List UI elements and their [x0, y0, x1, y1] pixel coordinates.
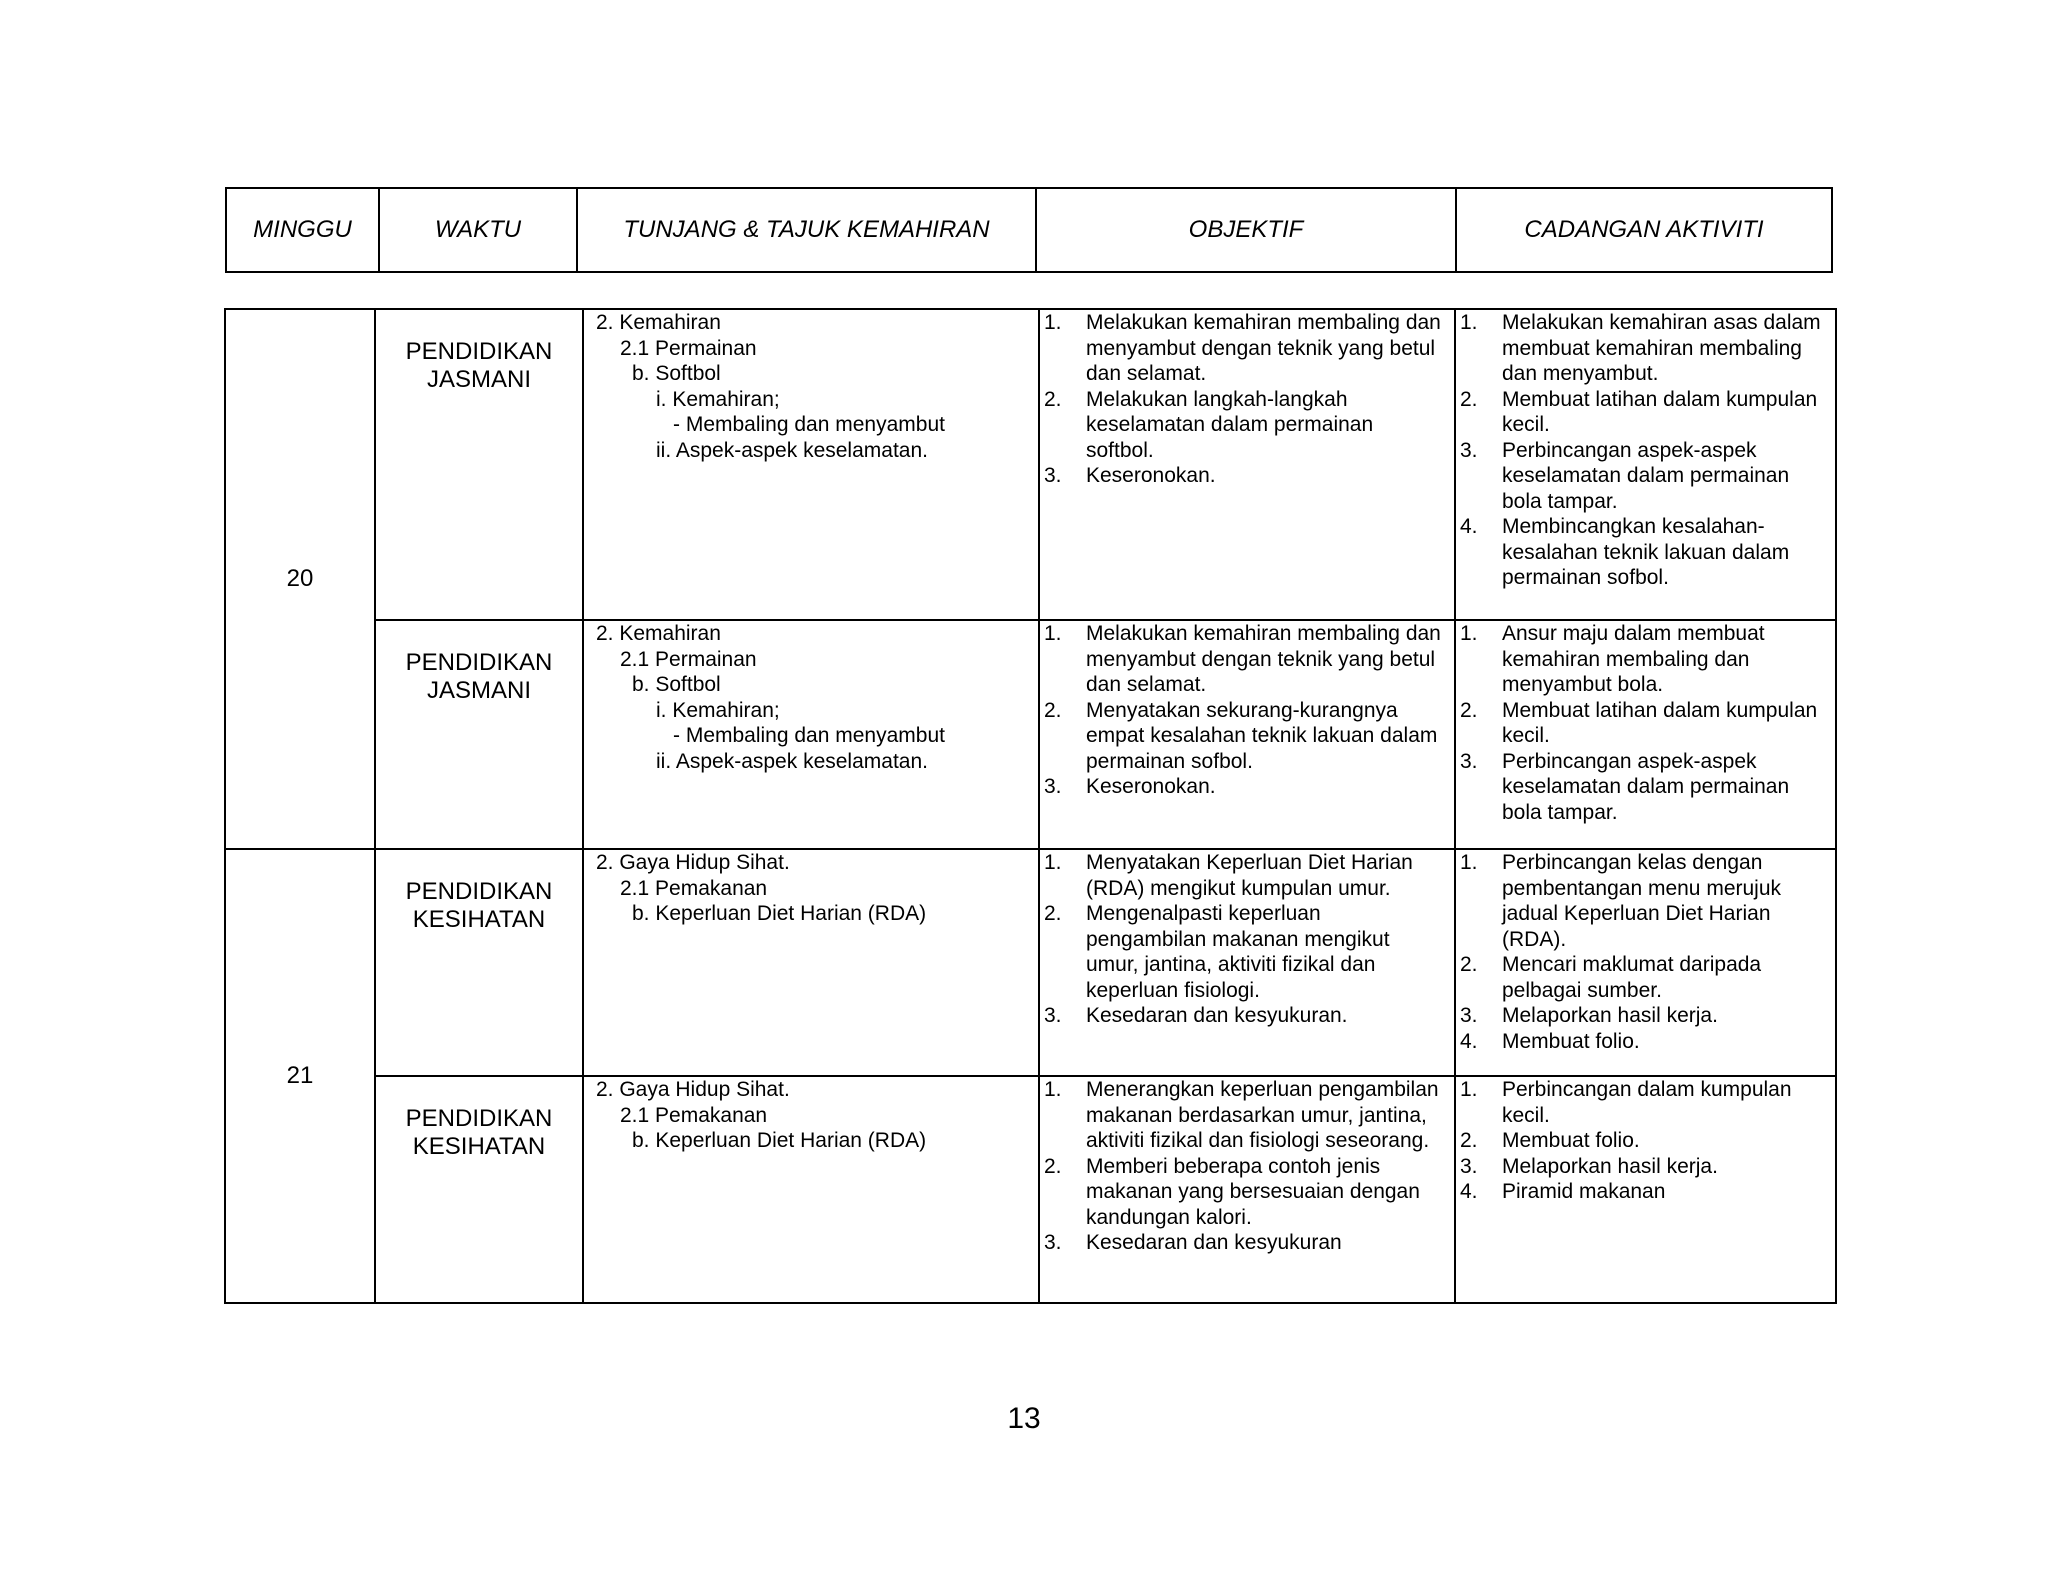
item-text: Keseronokan. — [1086, 464, 1216, 487]
tunjang-cell — [583, 849, 1039, 1076]
item-number: 3. — [1460, 1004, 1478, 1027]
tunjang-line: 2.1 Pemakanan — [620, 876, 768, 900]
item-number: 2. — [1044, 1154, 1062, 1178]
header-waktu: WAKTU — [380, 189, 578, 271]
list-item — [1460, 310, 1827, 387]
header-cadangan: CADANGAN AKTIVITI — [1524, 216, 1764, 243]
list-item — [1460, 1077, 1827, 1128]
tunjang-line: ii. Aspek-aspek keselamatan. — [656, 749, 928, 773]
tunjang-line: 2.1 Pemakanan — [620, 1103, 768, 1127]
item-number: 4. — [1460, 1180, 1478, 1203]
tunjang-line: i. Kemahiran; — [656, 698, 780, 722]
item-number: 3. — [1460, 438, 1478, 462]
list-item — [1044, 1154, 1446, 1231]
item-text: Perbincangan dalam kumpulan kecil. — [1502, 1078, 1792, 1127]
item-number: 3. — [1460, 1154, 1478, 1178]
item-number: 1. — [1044, 851, 1062, 874]
header-tunjang: TUNJANG & TAJUK KEMAHIRAN — [578, 189, 1037, 271]
item-text: Membuat folio. — [1502, 1029, 1640, 1053]
tunjang-line: b. Softbol — [632, 673, 721, 696]
tunjang-cell — [583, 1076, 1039, 1303]
list-item — [1044, 310, 1446, 387]
tunjang-line: b. Softbol — [632, 362, 721, 385]
header-minggu: MINGGU — [227, 189, 380, 271]
waktu-cell — [375, 849, 583, 1076]
item-number: 3. — [1460, 749, 1478, 773]
item-text: Perbincangan aspek-aspek keselamatan dalam permainan bola tampar. — [1502, 749, 1790, 824]
item-number: 1. — [1460, 1078, 1478, 1101]
waktu-cell — [375, 620, 583, 849]
item-number: 2. — [1460, 387, 1478, 411]
waktu-line: PENDIDIKAN — [405, 338, 553, 365]
item-number: 2. — [1460, 1129, 1478, 1152]
tunjang-cell — [583, 620, 1039, 849]
item-text: Membincangkan kesalahan-kesalahan teknik lakuan dalam permainan sofbol. — [1502, 515, 1790, 589]
header-objektif: OBJEKTIF — [1037, 189, 1457, 271]
cadangan-cell — [1455, 1076, 1836, 1303]
item-text: Memberi beberapa contoh jenis makanan yang bersesuaian dengan kandungan kalori. — [1086, 1154, 1420, 1229]
list-item — [1044, 774, 1446, 800]
item-text: Melakukan kemahiran asas dalam membuat kemahiran membaling dan menyambut. — [1502, 311, 1821, 385]
item-text: Mencari maklumat daripada pelbagai sumber. — [1502, 953, 1762, 1002]
tunjang-cell — [583, 309, 1039, 620]
list-item — [1460, 952, 1827, 1003]
waktu-line: JASMANI — [426, 366, 531, 393]
list-item — [1460, 749, 1827, 826]
tunjang-line: - Membaling dan menyambut — [673, 413, 945, 436]
list-item — [1460, 1003, 1827, 1029]
waktu-line: JASMANI — [426, 677, 531, 704]
header-table — [225, 187, 1833, 273]
item-text: Piramid makanan — [1502, 1180, 1666, 1203]
item-text: Menerangkan keperluan pengambilan makanan berdasarkan umur, jantina, aktiviti fizikal dan fisiologi seseorang. — [1086, 1078, 1439, 1152]
item-text: Membuat latihan dalam kumpulan kecil. — [1502, 387, 1818, 436]
item-number: 1. — [1460, 622, 1478, 645]
list-item — [1460, 1029, 1827, 1055]
item-number: 1. — [1044, 1078, 1062, 1101]
tunjang-line: - Membaling dan menyambut — [673, 724, 945, 747]
item-text: Membuat folio. — [1502, 1129, 1640, 1152]
waktu-cell — [375, 309, 583, 620]
tunjang-line: 2.1 Permainan — [620, 336, 757, 360]
item-text: Perbincangan kelas dengan pembentangan menu merujuk jadual Keperluan Diet Harian (RDA). — [1502, 851, 1782, 951]
item-number: 2. — [1044, 698, 1062, 722]
list-item — [1460, 1128, 1827, 1154]
list-item — [1460, 1179, 1827, 1205]
item-text: Melakukan langkah-langkah keselamatan dalam permainan softbol. — [1086, 387, 1374, 462]
list-item — [1460, 698, 1827, 749]
list-item — [1044, 463, 1446, 489]
list-item — [1460, 621, 1827, 698]
item-text: Keseronokan. — [1086, 775, 1216, 798]
item-number: 1. — [1044, 622, 1062, 645]
item-text: Menyatakan Keperluan Diet Harian (RDA) mengikut kumpulan umur. — [1086, 851, 1413, 900]
tunjang-line: ii. Aspek-aspek keselamatan. — [656, 438, 928, 462]
list-item — [1044, 850, 1446, 901]
list-item — [1460, 387, 1827, 438]
item-text: Melakukan kemahiran membaling dan menyambut dengan teknik yang betul dan selamat. — [1086, 622, 1441, 696]
item-number: 3. — [1044, 1004, 1062, 1027]
list-item — [1044, 1230, 1446, 1256]
table-row — [225, 1076, 1836, 1303]
table-row — [225, 620, 1836, 849]
item-text: Perbincangan aspek-aspek keselamatan dalam permainan bola tampar. — [1502, 438, 1790, 513]
objektif-cell — [1039, 849, 1455, 1076]
page-number: 13 — [1007, 1402, 1041, 1435]
cadangan-cell — [1455, 620, 1836, 849]
item-text: Melaporkan hasil kerja. — [1502, 1004, 1718, 1027]
list-item — [1044, 621, 1446, 698]
item-number: 1. — [1044, 311, 1062, 334]
item-text: Kesedaran dan kesyukuran — [1086, 1231, 1342, 1254]
item-number: 2. — [1460, 953, 1478, 976]
tunjang-line: i. Kemahiran; — [656, 387, 780, 411]
tunjang-line: b. Keperluan Diet Harian (RDA) — [632, 902, 927, 925]
cadangan-cell — [1455, 849, 1836, 1076]
tunjang-line: 2. Gaya Hidup Sihat. — [596, 1078, 790, 1101]
objektif-cell — [1039, 1076, 1455, 1303]
waktu-cell — [375, 1076, 583, 1303]
waktu-line: PENDIDIKAN — [405, 878, 553, 905]
objektif-cell — [1039, 620, 1455, 849]
item-text: Melakukan kemahiran membaling dan menyambut dengan teknik yang betul dan selamat. — [1086, 311, 1441, 385]
tunjang-line: b. Keperluan Diet Harian (RDA) — [632, 1129, 927, 1152]
item-text: Menyatakan sekurang-kurangnya empat kesalahan teknik lakuan dalam permainan sofbol. — [1086, 698, 1438, 773]
item-number: 3. — [1044, 464, 1062, 487]
list-item — [1460, 850, 1827, 952]
list-item — [1044, 901, 1446, 1003]
schedule-table — [224, 308, 1837, 1304]
item-number: 4. — [1460, 1029, 1478, 1053]
cadangan-cell — [1455, 309, 1836, 620]
list-item — [1460, 438, 1827, 515]
table-row — [225, 849, 1836, 1076]
item-number: 2. — [1460, 698, 1478, 722]
item-text: Melaporkan hasil kerja. — [1502, 1154, 1718, 1178]
objektif-cell — [1039, 309, 1455, 620]
tunjang-line: 2.1 Permainan — [620, 647, 757, 671]
waktu-line: PENDIDIKAN — [405, 649, 553, 676]
item-number: 2. — [1044, 902, 1062, 925]
waktu-line: PENDIDIKAN — [405, 1105, 553, 1132]
list-item — [1044, 1003, 1446, 1029]
list-item — [1044, 387, 1446, 464]
item-number: 1. — [1460, 311, 1478, 334]
item-text: Membuat latihan dalam kumpulan kecil. — [1502, 698, 1818, 747]
item-number: 2. — [1044, 387, 1062, 411]
item-text: Ansur maju dalam membuat kemahiran membaling dan menyambut bola. — [1502, 622, 1765, 696]
item-number: 4. — [1460, 515, 1478, 538]
minggu-cell: 21 — [225, 849, 375, 1303]
waktu-line: KESIHATAN — [412, 906, 546, 933]
item-number: 3. — [1044, 1231, 1062, 1254]
item-number: 3. — [1044, 775, 1062, 798]
tunjang-line: 2. Gaya Hidup Sihat. — [596, 851, 790, 874]
item-text: Kesedaran dan kesyukuran. — [1086, 1004, 1348, 1027]
list-item — [1044, 1077, 1446, 1154]
list-item — [1044, 698, 1446, 775]
item-number: 1. — [1460, 851, 1478, 874]
tunjang-line: 2. Kemahiran — [596, 622, 721, 645]
item-text: Mengenalpasti keperluan pengambilan makanan mengikut umur, jantina, aktiviti fizikal dan keperluan fisiologi. — [1086, 902, 1390, 1002]
list-item — [1460, 1154, 1827, 1180]
tunjang-line: 2. Kemahiran — [596, 311, 721, 334]
minggu-cell: 20 — [225, 309, 375, 849]
table-row — [225, 309, 1836, 620]
waktu-line: KESIHATAN — [412, 1133, 546, 1160]
list-item — [1460, 514, 1827, 591]
